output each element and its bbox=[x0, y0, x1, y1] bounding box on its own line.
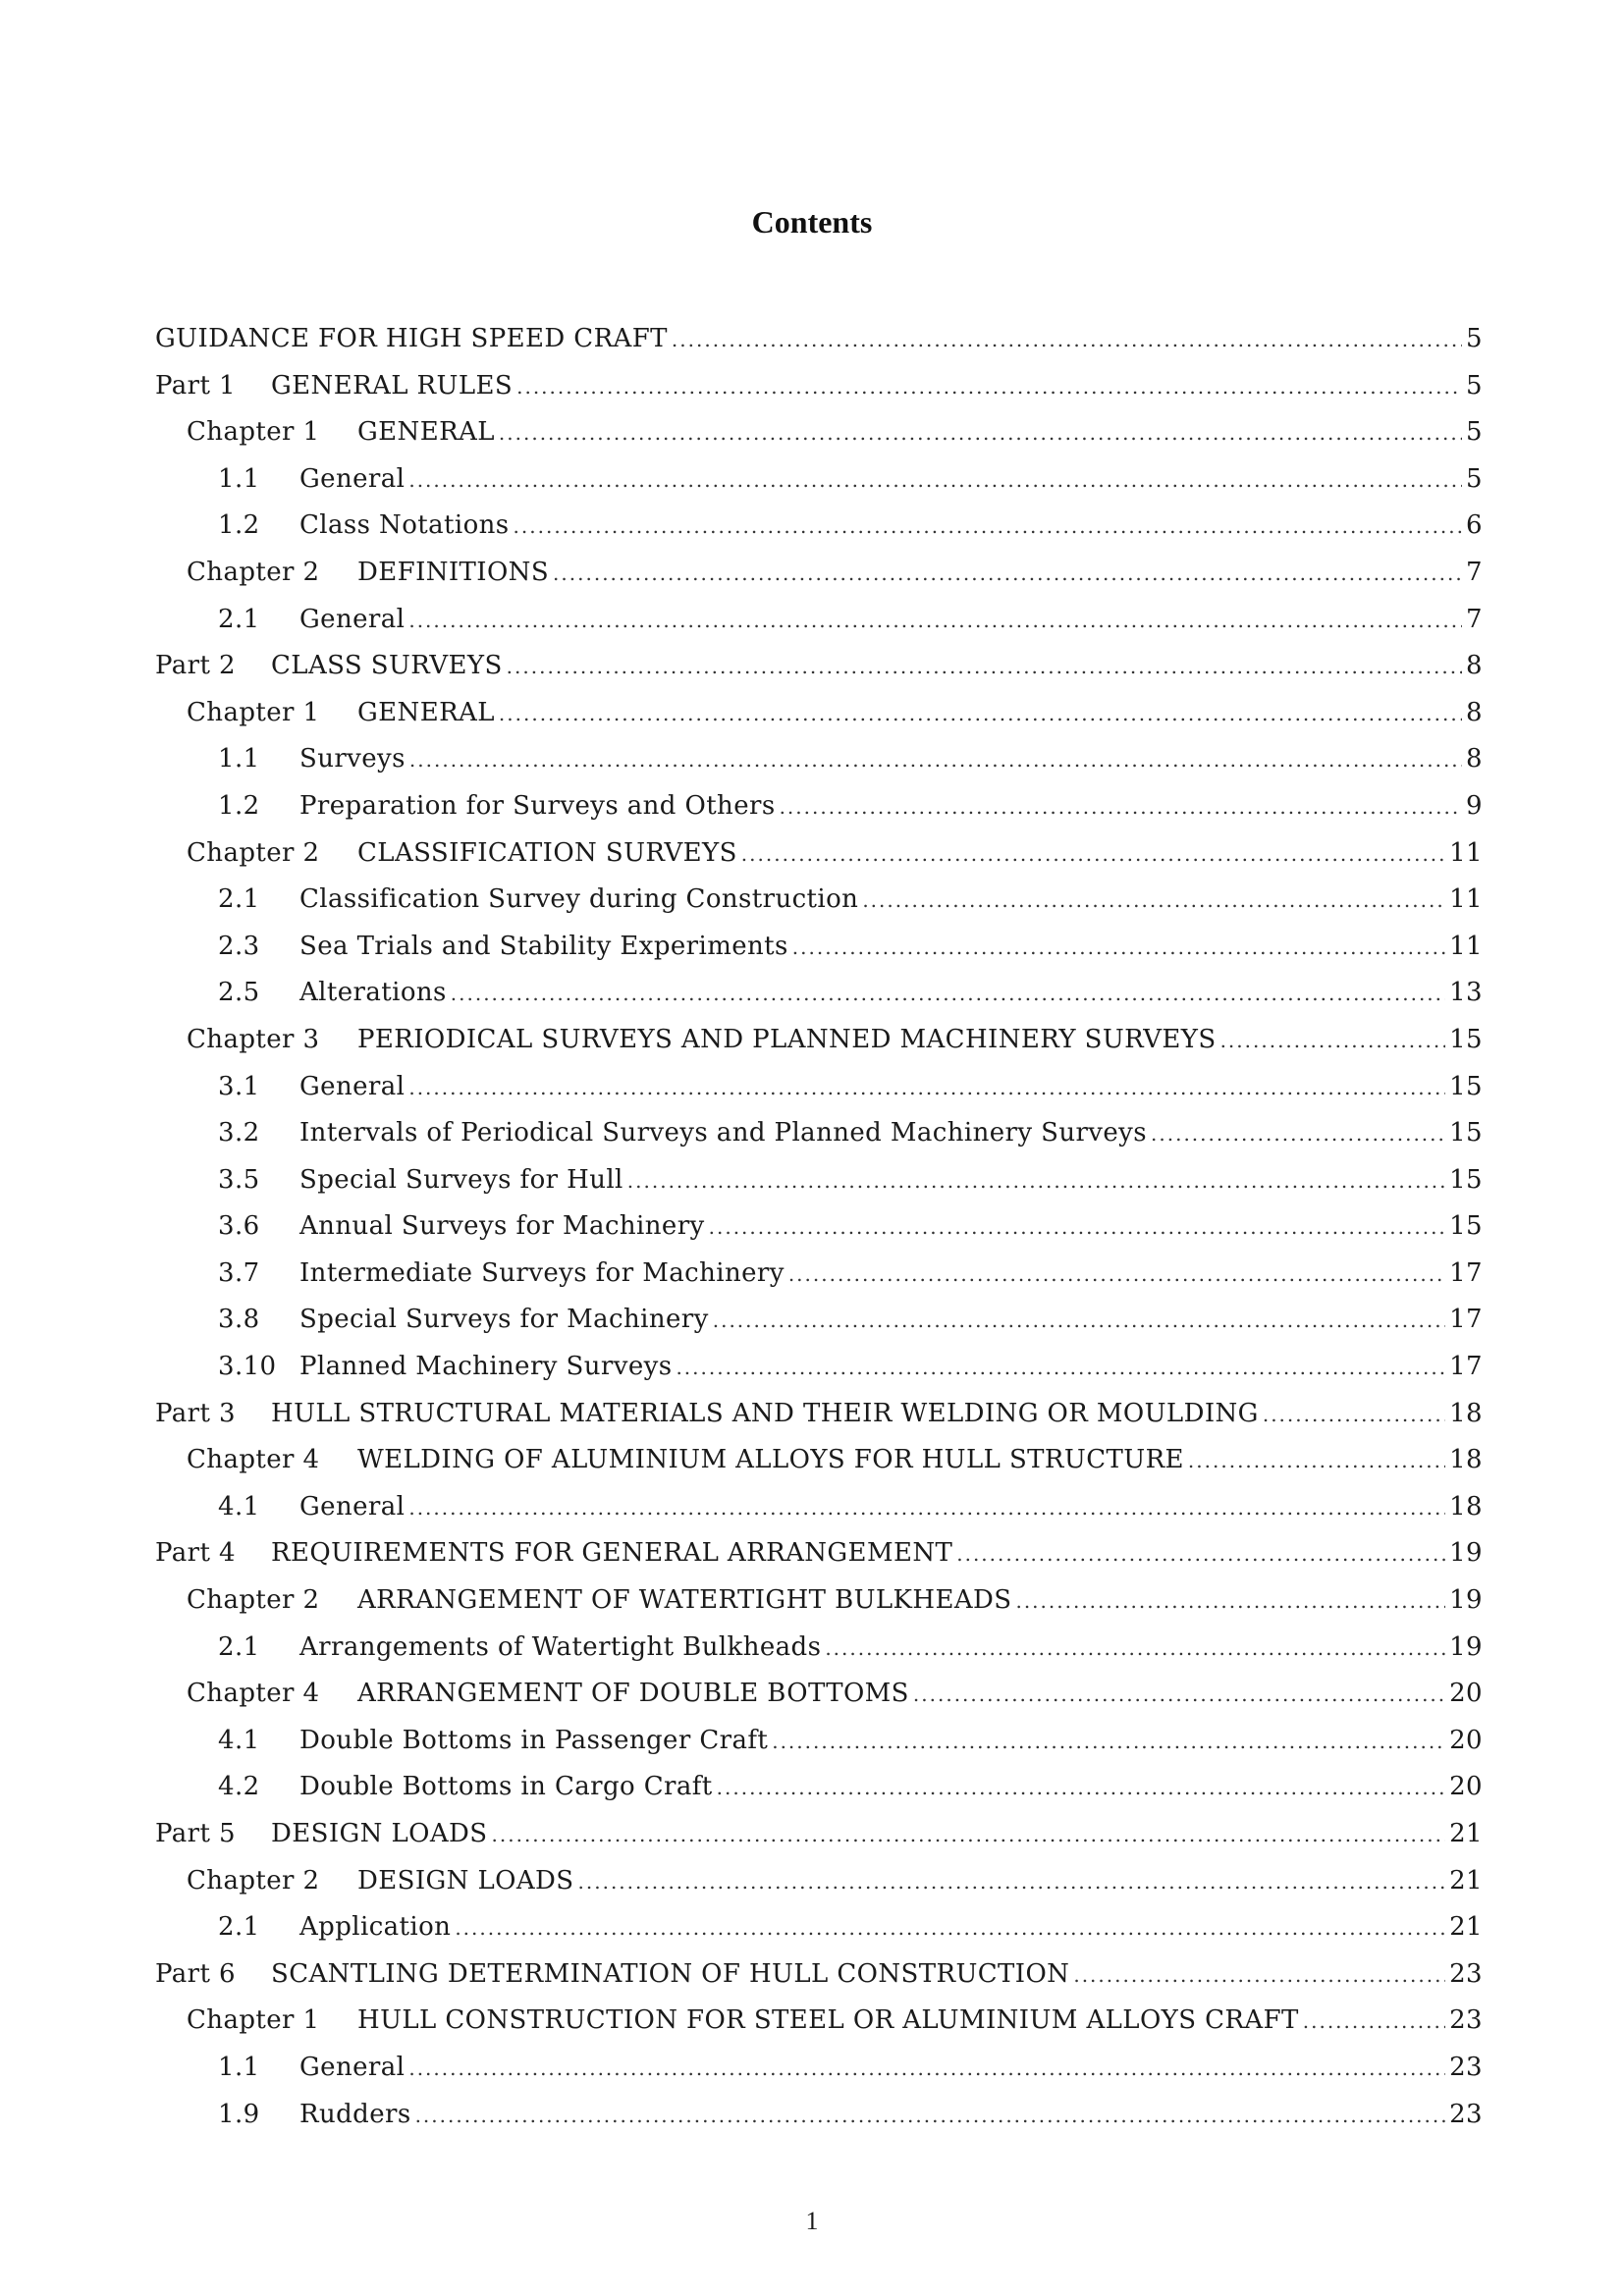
toc-entry[interactable] bbox=[155, 1440, 1483, 1487]
toc-entry-page: 17 bbox=[1449, 1257, 1483, 1288]
toc-entry-number: 1.1 bbox=[218, 463, 260, 494]
dot-leader bbox=[825, 1629, 1445, 1668]
dot-leader bbox=[408, 2049, 1445, 2088]
dot-leader bbox=[713, 1301, 1445, 1340]
toc-entry[interactable] bbox=[155, 880, 1483, 927]
toc-entry-number: 2.5 bbox=[218, 978, 260, 1008]
toc-entry-title: Special Surveys for Machinery bbox=[299, 1305, 709, 1335]
toc-entry-page: 7 bbox=[1466, 604, 1483, 634]
table-of-contents bbox=[155, 319, 1483, 2141]
toc-entry-page: 20 bbox=[1449, 1725, 1483, 1755]
toc-entry-number: 2.1 bbox=[218, 1912, 260, 1943]
toc-entry-page: 5 bbox=[1466, 417, 1483, 448]
toc-entry-number: 3.8 bbox=[218, 1305, 260, 1335]
toc-entry[interactable] bbox=[155, 1861, 1483, 1908]
dot-leader bbox=[451, 974, 1445, 1013]
toc-entry-title: Classification Survey during Construction bbox=[299, 884, 859, 915]
dot-leader bbox=[741, 834, 1445, 874]
toc-entry[interactable] bbox=[155, 600, 1483, 647]
toc-entry[interactable] bbox=[155, 1113, 1483, 1160]
dot-leader bbox=[516, 367, 1462, 406]
toc-entry-title: Alterations bbox=[299, 978, 447, 1008]
toc-entry[interactable] bbox=[155, 1020, 1483, 1067]
toc-entry-title: Planned Machinery Surveys bbox=[299, 1352, 673, 1382]
toc-entry-page: 8 bbox=[1466, 697, 1483, 727]
toc-entry-title: DESIGN LOADS bbox=[271, 1819, 488, 1848]
toc-entry-number: 3.10 bbox=[218, 1352, 277, 1382]
toc-entry-number: 3.6 bbox=[218, 1211, 260, 1242]
toc-entry-page: 23 bbox=[1449, 2005, 1483, 2036]
toc-entry-title: General bbox=[299, 463, 406, 494]
toc-entry-page: 17 bbox=[1449, 1352, 1483, 1382]
toc-entry-title: Rudders bbox=[299, 2099, 411, 2129]
toc-entry-title: DEFINITIONS bbox=[357, 557, 550, 587]
toc-entry[interactable] bbox=[155, 1347, 1483, 1394]
toc-entry[interactable] bbox=[155, 1580, 1483, 1628]
toc-entry-title: REQUIREMENTS FOR GENERAL ARRANGEMENT bbox=[271, 1538, 953, 1569]
toc-entry-page: 5 bbox=[1466, 370, 1483, 400]
toc-entry[interactable] bbox=[155, 1300, 1483, 1347]
toc-entry-page: 6 bbox=[1466, 510, 1483, 541]
toc-entry-title: HULL CONSTRUCTION FOR STEEL OR ALUMINIUM ALLOYS CRAFT bbox=[357, 2005, 1299, 2036]
dot-leader bbox=[507, 647, 1462, 686]
toc-entry-page: 19 bbox=[1449, 1538, 1483, 1569]
toc-entry-number: Chapter 3 bbox=[187, 1024, 320, 1054]
toc-entry-number: 2.3 bbox=[218, 931, 260, 961]
toc-entry-number: 1.1 bbox=[218, 744, 260, 774]
dot-leader bbox=[1263, 1395, 1445, 1434]
toc-entry-number: Part 4 bbox=[155, 1538, 236, 1569]
toc-entry-page: 9 bbox=[1466, 790, 1483, 821]
toc-entry-number: Chapter 2 bbox=[187, 1865, 320, 1896]
dot-leader bbox=[1188, 1441, 1445, 1480]
toc-entry[interactable] bbox=[155, 553, 1483, 600]
toc-entry-title: General bbox=[299, 604, 406, 634]
toc-entry[interactable] bbox=[155, 1254, 1483, 1301]
toc-entry-number: Chapter 2 bbox=[187, 1585, 320, 1616]
toc-entry[interactable] bbox=[155, 1206, 1483, 1254]
toc-entry-page: 20 bbox=[1449, 1679, 1483, 1709]
toc-entry-title: Annual Surveys for Machinery bbox=[299, 1211, 705, 1242]
toc-entry-page: 23 bbox=[1449, 2052, 1483, 2082]
toc-entry[interactable] bbox=[155, 1954, 1483, 2002]
dot-leader bbox=[1303, 2002, 1445, 2041]
dot-leader bbox=[717, 1768, 1445, 1807]
dot-leader bbox=[709, 1207, 1445, 1247]
toc-entry-page: 23 bbox=[1449, 2099, 1483, 2129]
toc-entry-number: 1.1 bbox=[218, 2052, 260, 2082]
toc-entry-number: Part 2 bbox=[155, 651, 236, 681]
toc-entry-page: 18 bbox=[1449, 1491, 1483, 1522]
dot-leader bbox=[455, 1908, 1445, 1948]
toc-entry-title: DESIGN LOADS bbox=[357, 1865, 574, 1896]
toc-entry[interactable] bbox=[155, 693, 1483, 740]
toc-entry-number: 1.2 bbox=[218, 790, 260, 821]
toc-entry[interactable] bbox=[155, 786, 1483, 833]
dot-leader bbox=[514, 507, 1463, 546]
toc-entry-page: 19 bbox=[1449, 1585, 1483, 1616]
toc-entry-number: Part 1 bbox=[155, 370, 236, 400]
toc-entry-number: 4.2 bbox=[218, 1772, 260, 1802]
toc-entry[interactable] bbox=[155, 2095, 1483, 2142]
toc-entry-number: 2.1 bbox=[218, 884, 260, 915]
toc-entry-title: Application bbox=[299, 1912, 452, 1943]
toc-entry-number: Part 3 bbox=[155, 1398, 236, 1428]
toc-entry[interactable] bbox=[155, 1487, 1483, 1534]
dot-leader bbox=[499, 413, 1462, 453]
toc-entry-page: 13 bbox=[1449, 978, 1483, 1008]
toc-entry-title: GENERAL bbox=[357, 697, 495, 727]
dot-leader bbox=[499, 694, 1462, 733]
dot-leader bbox=[408, 460, 1462, 500]
toc-entry[interactable] bbox=[155, 1674, 1483, 1721]
toc-entry-title: ARRANGEMENT OF DOUBLE BOTTOMS bbox=[357, 1679, 909, 1709]
toc-entry-number: Chapter 4 bbox=[187, 1445, 320, 1475]
dot-leader bbox=[780, 787, 1462, 827]
dot-leader bbox=[409, 740, 1462, 779]
toc-entry-title: PERIODICAL SURVEYS AND PLANNED MACHINERY SURVEYS bbox=[357, 1024, 1217, 1054]
dot-leader bbox=[1015, 1581, 1445, 1621]
dot-leader bbox=[913, 1675, 1445, 1714]
toc-entry-page: 8 bbox=[1466, 651, 1483, 681]
dot-leader bbox=[627, 1161, 1445, 1201]
toc-entry[interactable] bbox=[155, 2001, 1483, 2048]
dot-leader bbox=[578, 1862, 1446, 1901]
toc-entry-page: 21 bbox=[1449, 1912, 1483, 1943]
toc-entry-number: 3.2 bbox=[218, 1118, 260, 1148]
toc-entry[interactable] bbox=[155, 412, 1483, 459]
toc-entry-number: 3.1 bbox=[218, 1071, 260, 1101]
toc-entry-title: General bbox=[299, 1491, 406, 1522]
toc-entry-number: Chapter 1 bbox=[187, 417, 320, 448]
toc-entry[interactable] bbox=[155, 1160, 1483, 1207]
toc-entry-number: 3.7 bbox=[218, 1257, 260, 1288]
toc-entry-page: 17 bbox=[1449, 1305, 1483, 1335]
toc-entry-title: Surveys bbox=[299, 744, 406, 774]
page-number: 1 bbox=[805, 2207, 819, 2235]
toc-entry-page: 15 bbox=[1449, 1211, 1483, 1242]
dot-leader bbox=[772, 1722, 1445, 1761]
toc-entry-title: Intermediate Surveys for Machinery bbox=[299, 1257, 785, 1288]
page-title: Contents bbox=[751, 204, 873, 240]
toc-entry-number: 2.1 bbox=[218, 1631, 260, 1662]
toc-entry-title: Intervals of Periodical Surveys and Planned Machinery Surveys bbox=[299, 1118, 1148, 1148]
toc-entry-page: 15 bbox=[1449, 1071, 1483, 1101]
dot-leader bbox=[1151, 1114, 1445, 1153]
toc-entry-title: GENERAL bbox=[357, 417, 495, 448]
toc-entry-number: 1.2 bbox=[218, 510, 260, 541]
dot-leader bbox=[788, 1255, 1445, 1294]
toc-entry[interactable] bbox=[155, 1814, 1483, 1861]
toc-entry-page: 15 bbox=[1449, 1118, 1483, 1148]
toc-entry-page: 11 bbox=[1449, 837, 1483, 868]
toc-entry-number: 1.9 bbox=[218, 2099, 260, 2129]
toc-entry-page: 18 bbox=[1449, 1445, 1483, 1475]
dot-leader bbox=[956, 1534, 1445, 1574]
dot-leader bbox=[676, 1348, 1445, 1387]
toc-entry-title: GUIDANCE FOR HIGH SPEED CRAFT bbox=[155, 324, 668, 353]
toc-entry-title: Preparation for Surveys and Others bbox=[299, 790, 776, 821]
toc-entry[interactable] bbox=[155, 1767, 1483, 1814]
toc-entry[interactable] bbox=[155, 1533, 1483, 1580]
dot-leader bbox=[1073, 1955, 1445, 1995]
toc-entry-number: Part 6 bbox=[155, 1958, 236, 1989]
toc-entry-number: Chapter 1 bbox=[187, 2005, 320, 2036]
toc-entry-title: WELDING OF ALUMINIUM ALLOYS FOR HULL STRUCTURE bbox=[357, 1445, 1184, 1475]
toc-entry[interactable] bbox=[155, 366, 1483, 413]
toc-entry-title: Double Bottoms in Cargo Craft bbox=[299, 1772, 713, 1802]
toc-entry[interactable] bbox=[155, 739, 1483, 786]
toc-entry-page: 21 bbox=[1449, 1819, 1483, 1848]
dot-leader bbox=[408, 1068, 1445, 1107]
toc-entry[interactable] bbox=[155, 833, 1483, 881]
toc-entry-page: 5 bbox=[1466, 463, 1483, 494]
toc-entry-page: 5 bbox=[1466, 324, 1483, 353]
toc-entry-title: Arrangements of Watertight Bulkheads bbox=[299, 1631, 822, 1662]
toc-entry-page: 15 bbox=[1449, 1024, 1483, 1054]
toc-entry-number: 4.1 bbox=[218, 1491, 260, 1522]
toc-entry-number: Chapter 1 bbox=[187, 697, 320, 727]
toc-entry-page: 7 bbox=[1466, 557, 1483, 587]
toc-entry-number: 3.5 bbox=[218, 1164, 260, 1195]
toc-entry-number: Chapter 4 bbox=[187, 1679, 320, 1709]
toc-entry-number: Part 5 bbox=[155, 1819, 236, 1848]
toc-entry-number: Chapter 2 bbox=[187, 557, 320, 587]
toc-entry-title: General bbox=[299, 1071, 406, 1101]
toc-entry-title: Special Surveys for Hull bbox=[299, 1164, 623, 1195]
toc-entry-title: CLASS SURVEYS bbox=[271, 651, 503, 681]
toc-entry[interactable] bbox=[155, 1394, 1483, 1441]
toc-entry-title: Sea Trials and Stability Experiments bbox=[299, 931, 788, 961]
toc-entry-title: Class Notations bbox=[299, 510, 510, 541]
toc-entry-title: General bbox=[299, 2052, 406, 2082]
dot-leader bbox=[492, 1815, 1446, 1854]
toc-entry-page: 15 bbox=[1449, 1164, 1483, 1195]
toc-entry-page: 11 bbox=[1449, 884, 1483, 915]
toc-entry[interactable] bbox=[155, 646, 1483, 693]
toc-entry-number: 2.1 bbox=[218, 604, 260, 634]
toc-entry-number: 4.1 bbox=[218, 1725, 260, 1755]
toc-entry-title: GENERAL RULES bbox=[271, 370, 514, 400]
toc-entry-title: SCANTLING DETERMINATION OF HULL CONSTRUCTION bbox=[271, 1958, 1070, 1989]
toc-entry[interactable] bbox=[155, 1721, 1483, 1768]
dot-leader bbox=[553, 554, 1462, 593]
toc-entry-page: 8 bbox=[1466, 744, 1483, 774]
toc-entry[interactable] bbox=[155, 459, 1483, 507]
toc-entry-page: 18 bbox=[1449, 1398, 1483, 1428]
toc-entry[interactable] bbox=[155, 319, 1483, 366]
dot-leader bbox=[792, 928, 1445, 967]
toc-entry-page: 11 bbox=[1449, 931, 1483, 961]
toc-entry[interactable] bbox=[155, 1628, 1483, 1675]
toc-entry-title: Double Bottoms in Passenger Craft bbox=[299, 1725, 769, 1755]
toc-entry[interactable] bbox=[155, 927, 1483, 974]
toc-entry-title: CLASSIFICATION SURVEYS bbox=[357, 837, 737, 868]
dot-leader bbox=[672, 320, 1462, 359]
toc-entry-page: 21 bbox=[1449, 1865, 1483, 1896]
toc-entry[interactable] bbox=[155, 1067, 1483, 1114]
toc-entry[interactable] bbox=[155, 2048, 1483, 2095]
dot-leader bbox=[408, 1488, 1445, 1527]
toc-entry[interactable] bbox=[155, 506, 1483, 553]
toc-entry-number: Chapter 2 bbox=[187, 837, 320, 868]
toc-entry-title: HULL STRUCTURAL MATERIALS AND THEIR WELDING OR MOULDING bbox=[271, 1398, 1259, 1428]
toc-entry[interactable] bbox=[155, 973, 1483, 1020]
toc-entry-page: 19 bbox=[1449, 1631, 1483, 1662]
toc-entry-title: ARRANGEMENT OF WATERTIGHT BULKHEADS bbox=[357, 1585, 1012, 1616]
dot-leader bbox=[408, 601, 1462, 640]
toc-entry[interactable] bbox=[155, 1907, 1483, 1954]
dot-leader bbox=[862, 881, 1445, 920]
toc-entry-page: 20 bbox=[1449, 1772, 1483, 1802]
toc-entry-page: 23 bbox=[1449, 1958, 1483, 1989]
dot-leader bbox=[1220, 1021, 1446, 1060]
dot-leader bbox=[415, 2096, 1446, 2135]
